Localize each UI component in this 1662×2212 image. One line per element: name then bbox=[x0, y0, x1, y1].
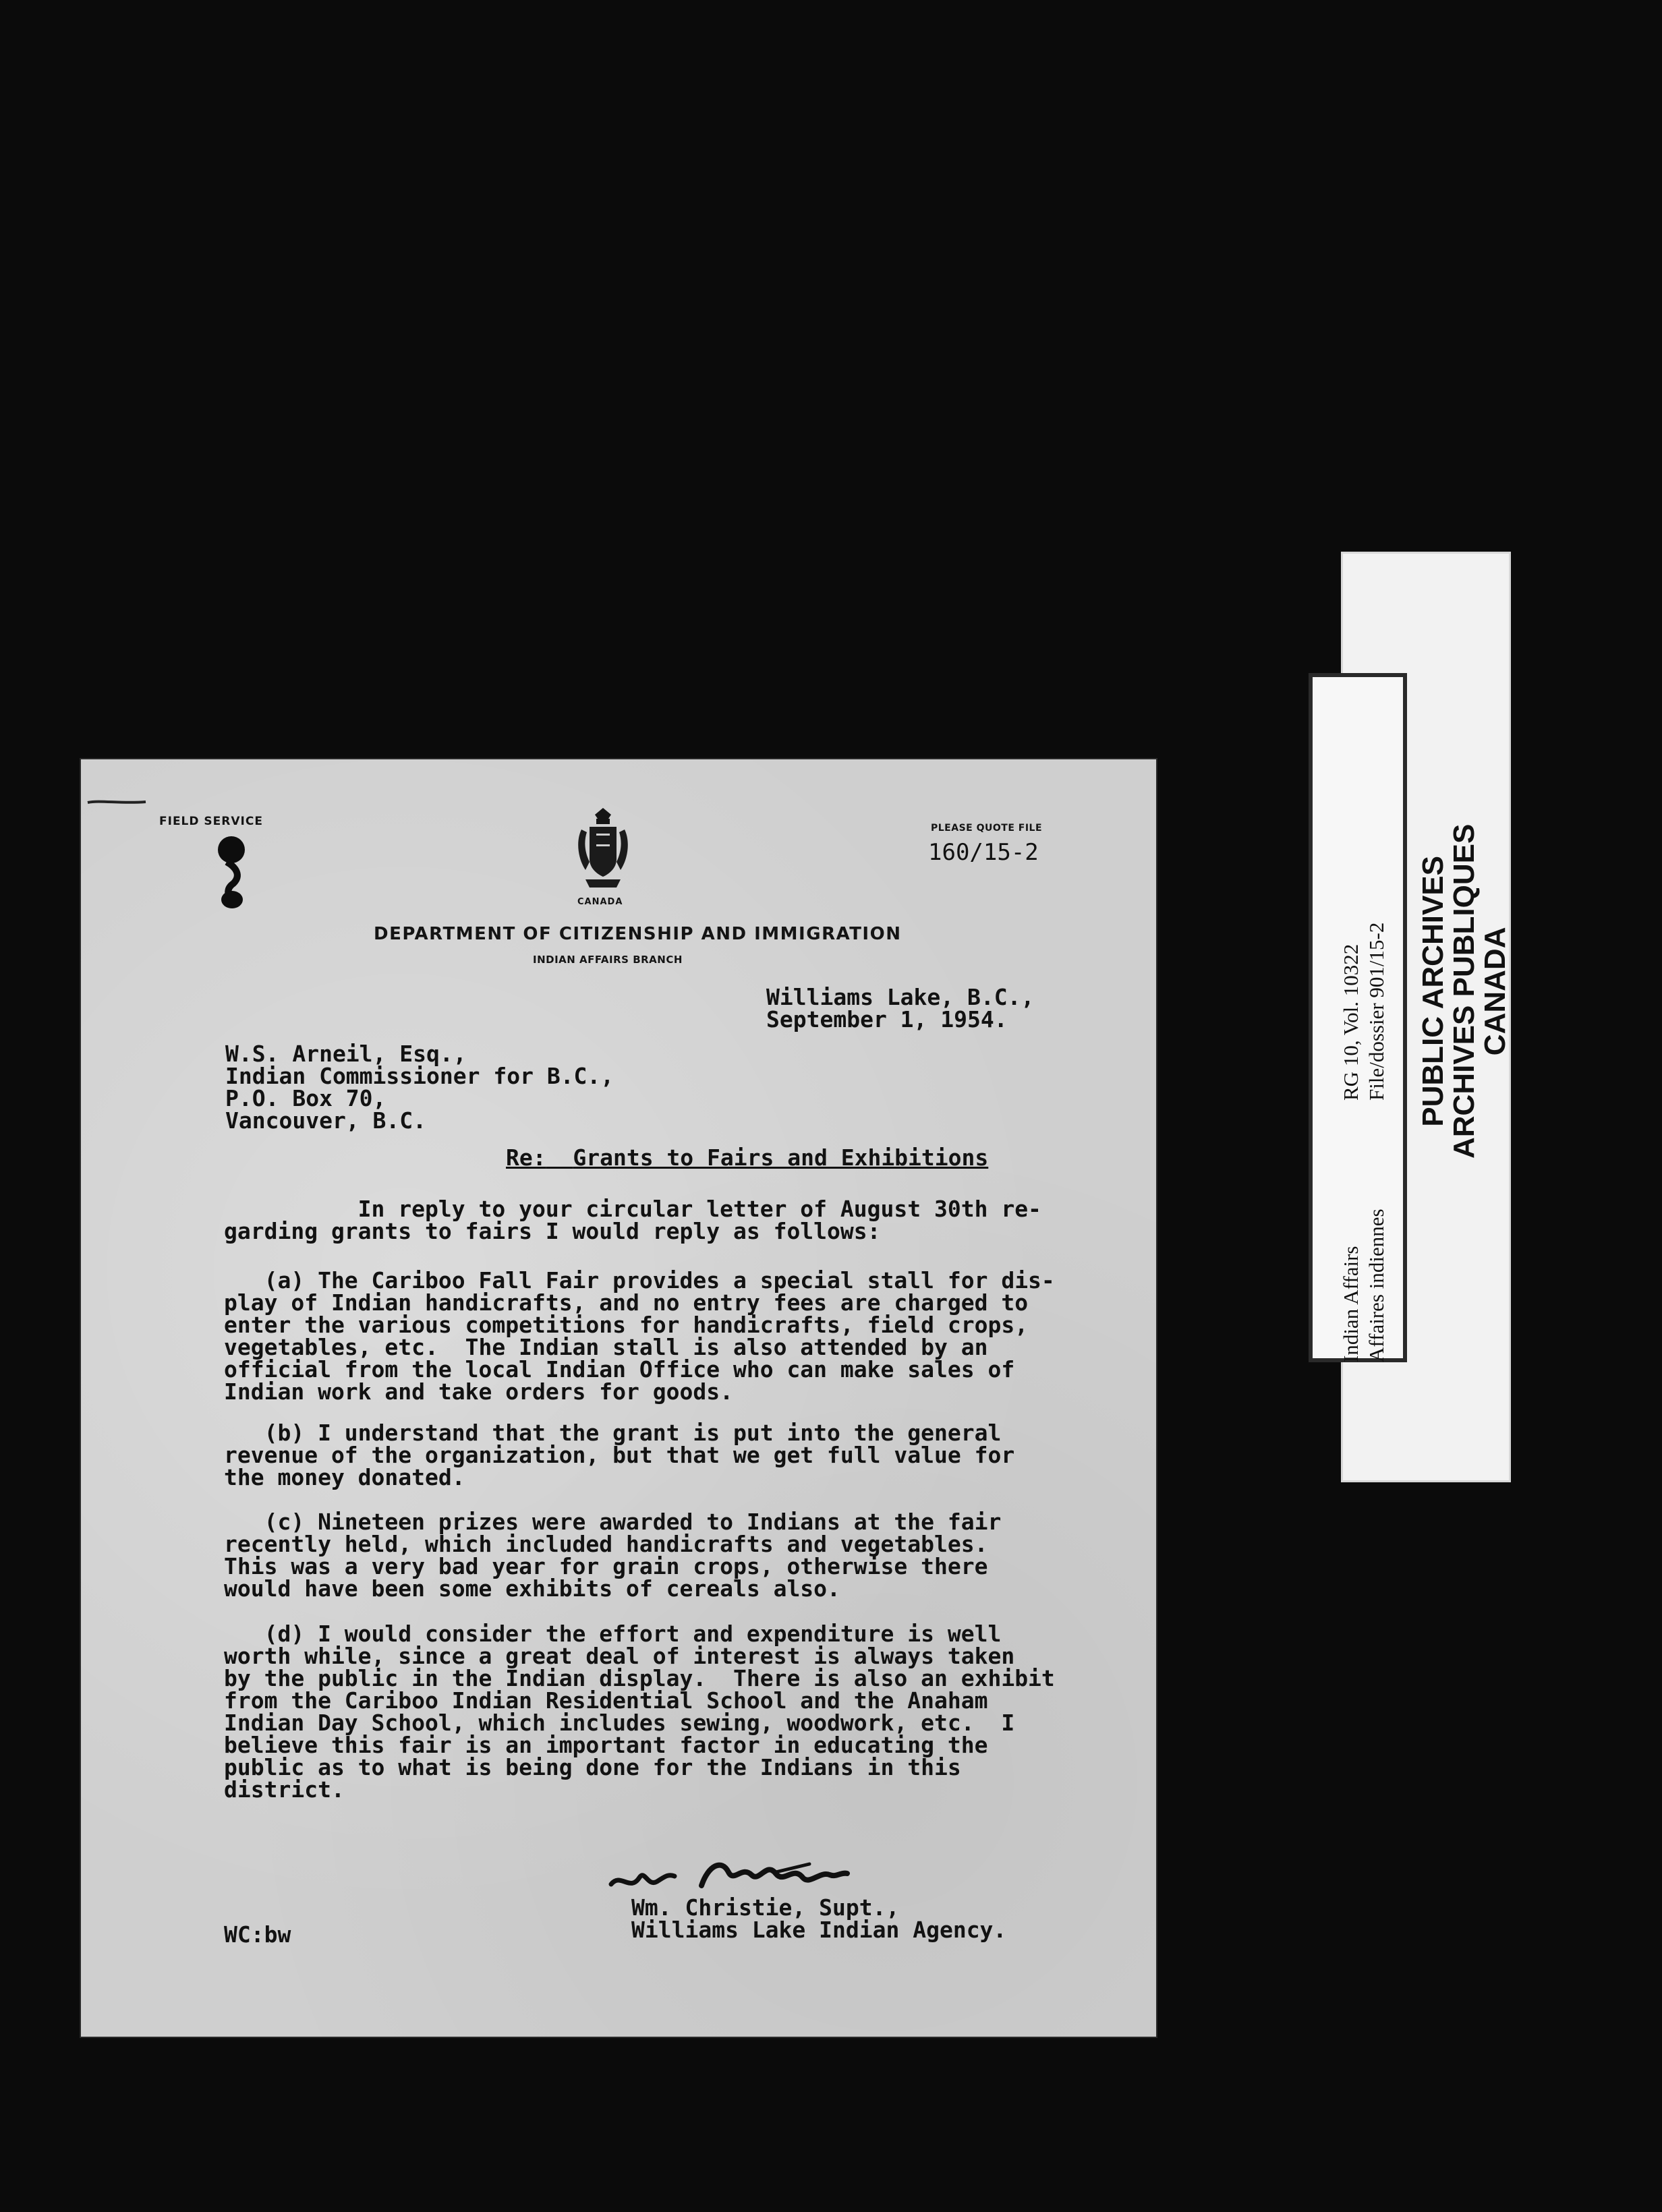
addressee-title: Indian Commissioner for B.C., bbox=[225, 1063, 614, 1089]
signer-name: Wm. Christie, Supt., bbox=[631, 1894, 900, 1921]
signer-agency: Williams Lake Indian Agency. bbox=[631, 1917, 1007, 1943]
paragraph-a: (a) The Cariboo Fall Fair provides a special stall for dis- play of Indian handicrafts, and no entry fees are charged to enter the various competitions for handicrafts, field crops, vegetables, etc. The Indian stall is also attended by an official from the local Indian Office who can make sales of Indian work and take orders for goods. bbox=[224, 1267, 1055, 1405]
letter-page bbox=[81, 759, 1156, 2037]
canada-coat-of-arms-icon bbox=[572, 807, 634, 896]
dateline-place: Williams Lake, B.C., bbox=[766, 984, 1035, 1010]
dateline-date: September 1, 1954. bbox=[766, 1006, 1008, 1032]
addressee-box: P.O. Box 70, bbox=[225, 1085, 386, 1111]
typist-initials: WC:bw bbox=[224, 1921, 291, 1948]
archive-title-en: PUBLIC ARCHIVES bbox=[1416, 855, 1450, 1127]
paragraph-intro: In reply to your circular letter of August 30th re- garding grants to fairs I would reply as follows: bbox=[224, 1196, 1041, 1244]
paragraph-b: (b) I understand that the grant is put into the general revenue of the organization, but that we get full value for the money donated. bbox=[224, 1420, 1015, 1490]
archive-title-block bbox=[1418, 824, 1511, 1159]
archive-reference-block bbox=[1338, 923, 1389, 1101]
branch-heading: INDIAN AFFAIRS BRANCH bbox=[533, 954, 683, 966]
ink-blot bbox=[214, 835, 248, 909]
archive-file: File/dossier 901/15-2 bbox=[1365, 922, 1388, 1101]
dateline bbox=[766, 986, 1034, 1030]
archive-title-fr: ARCHIVES PUBLIQUES bbox=[1448, 823, 1481, 1159]
subject-line bbox=[506, 1146, 988, 1169]
addressee-name: W.S. Arneil, Esq., bbox=[225, 1041, 467, 1067]
corner-pen-mark bbox=[86, 798, 147, 807]
archive-country: CANADA bbox=[1479, 927, 1512, 1056]
paragraph-c: (c) Nineteen prizes were awarded to Indians at the fair recently held, which included handicrafts and vegetables. This was a very bad year for grain crops, otherwise there would have been some exhibits of cereals also. bbox=[224, 1509, 1002, 1602]
subject-text: Grants to Fairs and Exhibitions bbox=[573, 1144, 989, 1171]
department-heading: DEPARTMENT OF CITIZENSHIP AND IMMIGRATION bbox=[374, 924, 902, 944]
subject-prefix: Re: bbox=[506, 1144, 546, 1171]
addressee-city: Vancouver, B.C. bbox=[225, 1107, 427, 1134]
archive-fonds-block bbox=[1338, 1209, 1389, 1362]
archive-fonds-en: Indian Affairs bbox=[1339, 1246, 1363, 1362]
file-number: 160/15-2 bbox=[928, 839, 1039, 866]
addressee-block bbox=[225, 1043, 614, 1132]
signature-block bbox=[631, 1896, 1006, 1941]
archive-fonds-fr: Affaires indiennes bbox=[1365, 1209, 1388, 1362]
canada-label: CANADA bbox=[577, 897, 623, 907]
please-quote-file-label: PLEASE QUOTE FILE bbox=[931, 823, 1043, 834]
field-service-label: FIELD SERVICE bbox=[159, 815, 263, 828]
paragraph-d: (d) I would consider the effort and expenditure is well worth while, since a great deal of interest is always taken by the public in the Indian display. There is also an exhibit from the Cariboo Indian Residential School and the Anaham Indian Day School, which includes sewing, woodwork, etc. I believe this fair is an important factor in educating the public as to what is being done for the Indians in this district. bbox=[224, 1621, 1055, 1803]
archive-reference: RG 10, Vol. 10322 bbox=[1339, 943, 1363, 1101]
